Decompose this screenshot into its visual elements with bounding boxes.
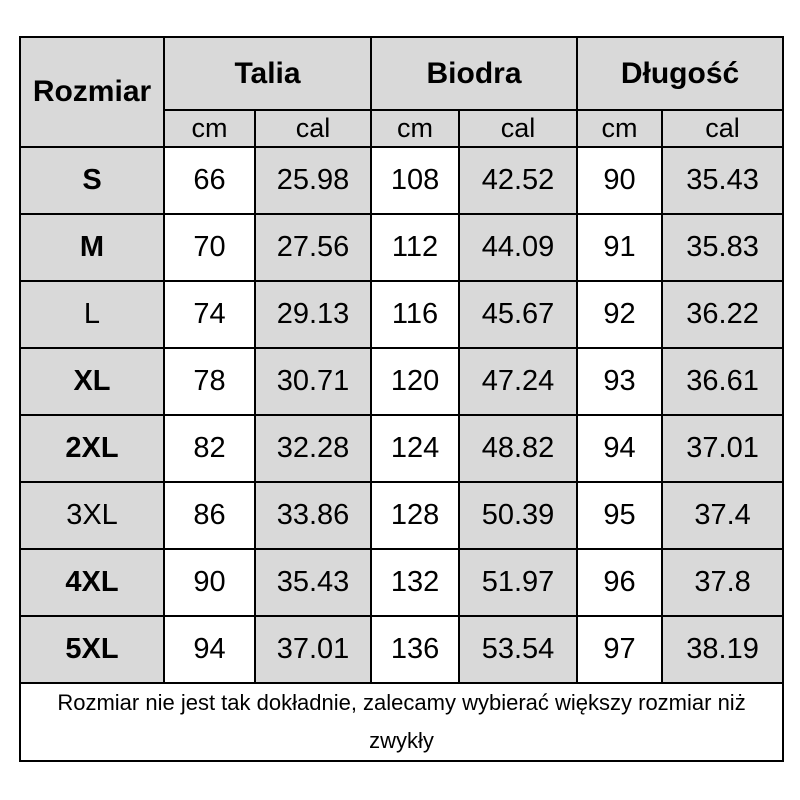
- value-cell: 36.22: [662, 281, 783, 348]
- value-cell: 124: [371, 415, 459, 482]
- unit-cal-talia: cal: [255, 110, 371, 147]
- footer-row: [20, 683, 783, 761]
- value-cell: 47.24: [459, 348, 577, 415]
- header-group-talia: Talia: [164, 37, 371, 110]
- size-cell: M: [20, 214, 164, 281]
- table-row-xl: [20, 348, 783, 415]
- unit-cm-talia: cm: [164, 110, 255, 147]
- table-row-4xl: [20, 549, 783, 616]
- value-cell: 32.28: [255, 415, 371, 482]
- value-cell: 29.13: [255, 281, 371, 348]
- value-cell: 37.01: [255, 616, 371, 683]
- value-cell: 136: [371, 616, 459, 683]
- table-row-3xl: [20, 482, 783, 549]
- value-cell: 36.61: [662, 348, 783, 415]
- value-cell: 66: [164, 147, 255, 214]
- size-cell: 2XL: [20, 415, 164, 482]
- value-cell: 90: [164, 549, 255, 616]
- footer-note: Rozmiar nie jest tak dokładnie, zalecamy wybierać większy rozmiar niż zwykły: [20, 683, 783, 761]
- size-cell: L: [20, 281, 164, 348]
- value-cell: 120: [371, 348, 459, 415]
- unit-cal-dlugosc: cal: [662, 110, 783, 147]
- table-row-2xl: [20, 415, 783, 482]
- size-cell: S: [20, 147, 164, 214]
- value-cell: 42.52: [459, 147, 577, 214]
- value-cell: 78: [164, 348, 255, 415]
- value-cell: 35.83: [662, 214, 783, 281]
- value-cell: 94: [164, 616, 255, 683]
- value-cell: 108: [371, 147, 459, 214]
- value-cell: 82: [164, 415, 255, 482]
- value-cell: 93: [577, 348, 662, 415]
- value-cell: 96: [577, 549, 662, 616]
- value-cell: 91: [577, 214, 662, 281]
- value-cell: 132: [371, 549, 459, 616]
- value-cell: 90: [577, 147, 662, 214]
- value-cell: 86: [164, 482, 255, 549]
- header-group-row: [20, 37, 783, 110]
- value-cell: 51.97: [459, 549, 577, 616]
- size-cell: XL: [20, 348, 164, 415]
- value-cell: 116: [371, 281, 459, 348]
- value-cell: 37.8: [662, 549, 783, 616]
- value-cell: 33.86: [255, 482, 371, 549]
- header-size: Rozmiar: [20, 37, 164, 147]
- value-cell: 38.19: [662, 616, 783, 683]
- value-cell: 53.54: [459, 616, 577, 683]
- value-cell: 37.01: [662, 415, 783, 482]
- value-cell: 44.09: [459, 214, 577, 281]
- value-cell: 45.67: [459, 281, 577, 348]
- size-cell: 5XL: [20, 616, 164, 683]
- value-cell: 48.82: [459, 415, 577, 482]
- value-cell: 92: [577, 281, 662, 348]
- value-cell: 112: [371, 214, 459, 281]
- size-cell: 3XL: [20, 482, 164, 549]
- value-cell: 30.71: [255, 348, 371, 415]
- value-cell: 70: [164, 214, 255, 281]
- value-cell: 50.39: [459, 482, 577, 549]
- value-cell: 128: [371, 482, 459, 549]
- value-cell: 25.98: [255, 147, 371, 214]
- unit-cm-biodra: cm: [371, 110, 459, 147]
- value-cell: 27.56: [255, 214, 371, 281]
- value-cell: 35.43: [662, 147, 783, 214]
- table-row-l: [20, 281, 783, 348]
- unit-cm-dlugosc: cm: [577, 110, 662, 147]
- unit-cal-biodra: cal: [459, 110, 577, 147]
- header-group-biodra: Biodra: [371, 37, 577, 110]
- size-cell: 4XL: [20, 549, 164, 616]
- table-row-5xl: [20, 616, 783, 683]
- value-cell: 94: [577, 415, 662, 482]
- value-cell: 35.43: [255, 549, 371, 616]
- value-cell: 74: [164, 281, 255, 348]
- value-cell: 37.4: [662, 482, 783, 549]
- size-chart-table: [19, 36, 784, 762]
- value-cell: 97: [577, 616, 662, 683]
- table-row-m: [20, 214, 783, 281]
- value-cell: 95: [577, 482, 662, 549]
- header-group-dlugosc: Długość: [577, 37, 783, 110]
- table-row-s: [20, 147, 783, 214]
